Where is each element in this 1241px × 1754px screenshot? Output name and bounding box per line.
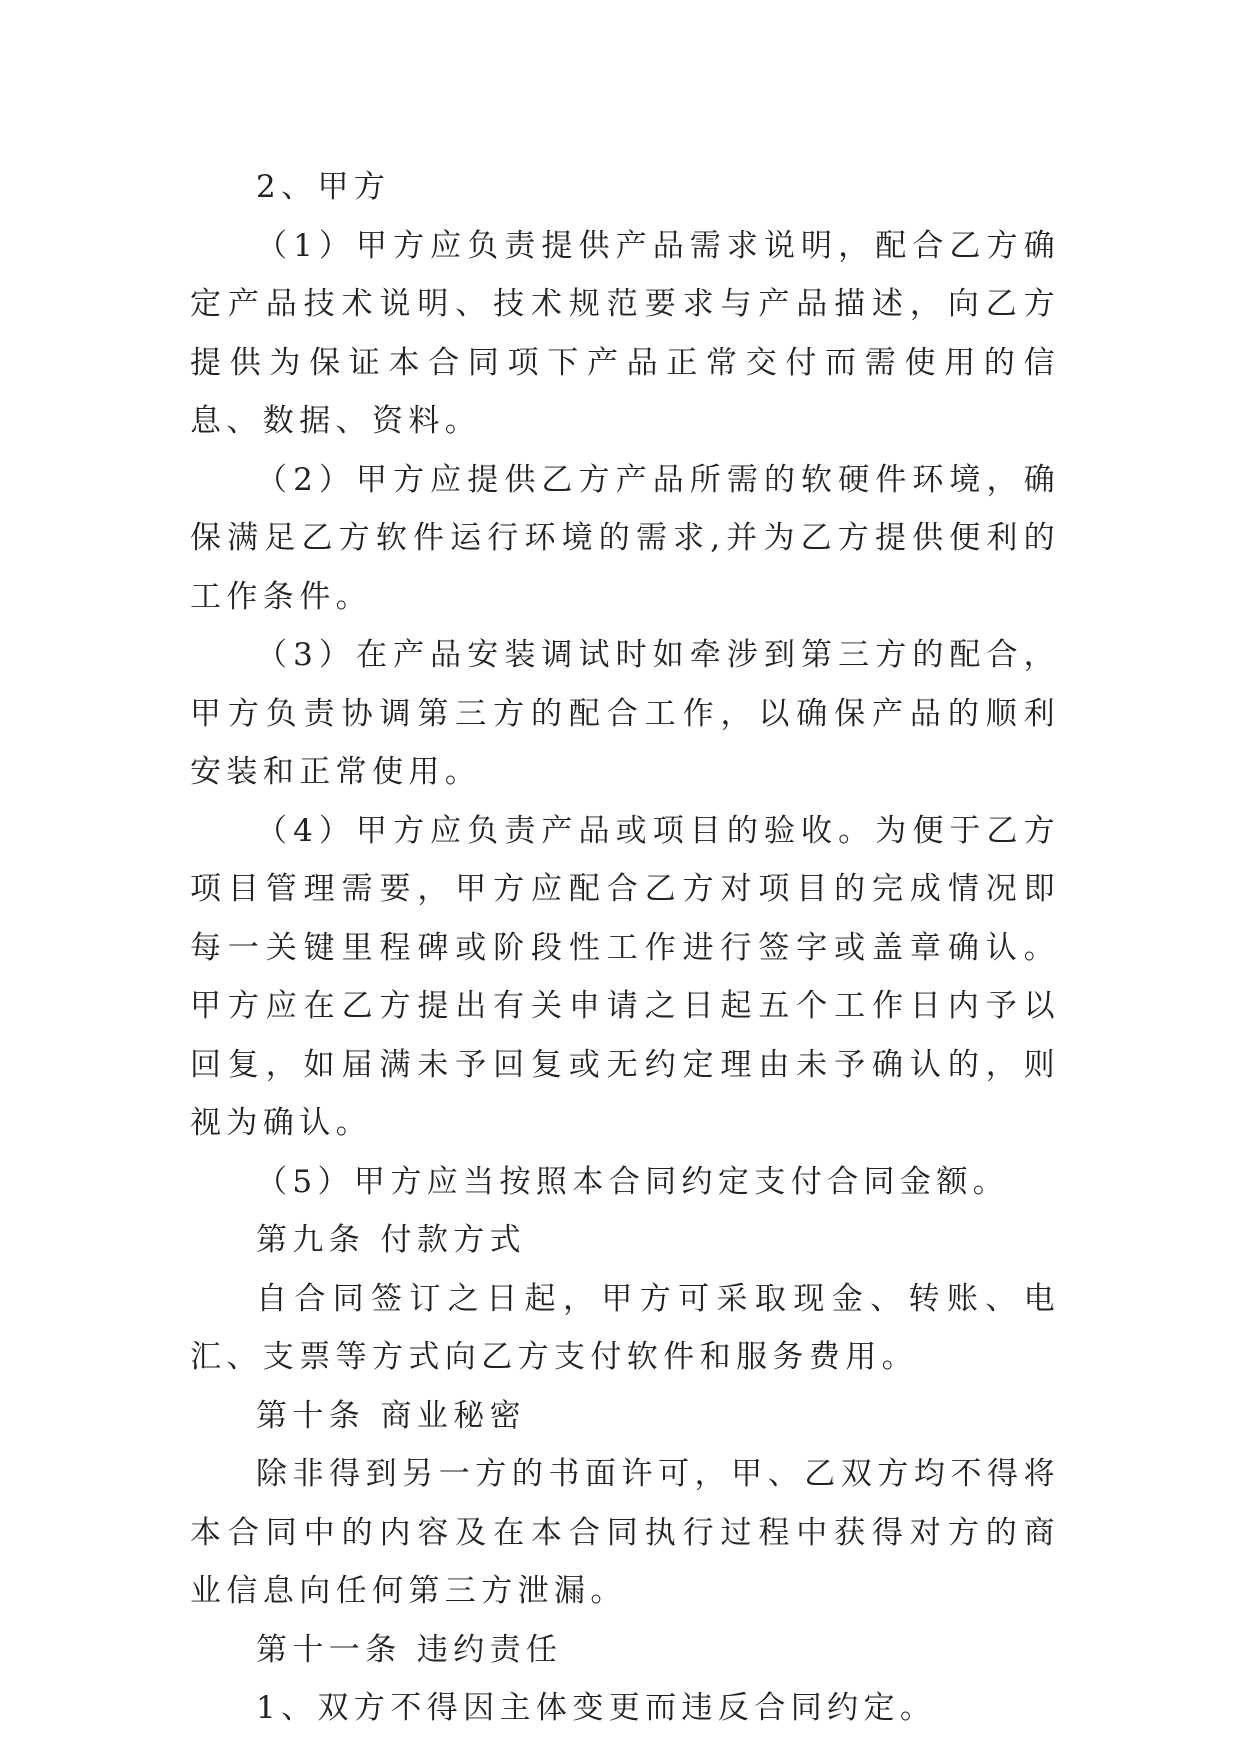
article-10-body: 除非得到另一方的书面许可，甲、乙双方均不得将本合同中的内容及在本合同执行过程中获得对方的商业信息向任何第三方泄漏。 xyxy=(190,1456,1060,1609)
clause-item-2: （2）甲方应提供乙方产品所需的软硬件环境，确保满足乙方软件运行环境的需求,并为乙方提供便利的工作条件。 xyxy=(190,461,1060,615)
article-10-heading: 第十条 商业秘密 xyxy=(256,1397,527,1434)
article-9-body: 自合同签订之日起，甲方可采取现金、转账、电汇、支票等方式向乙方支付软件和服务费用。 xyxy=(190,1280,1060,1375)
clause-item-1: （1）甲方应负责提供产品需求说明，配合乙方确定产品技术说明、技术规范要求与产品描述，向乙方提供为保证本合同项下产品正常交付而需使用的信息、数据、资料。 xyxy=(190,227,1060,439)
article-11-item-1: 1、双方不得因主体变更而违反合同约定。 xyxy=(256,1690,937,1726)
clause-item-3: （3）在产品安装调试时如牵涉到第三方的配合，甲方负责协调第三方的配合工作，以确保产品的顺利安装和正常使用。 xyxy=(190,637,1060,790)
article-9-heading: 第九条 付款方式 xyxy=(256,1222,527,1258)
article-11-heading: 第十一条 违约责任 xyxy=(256,1631,563,1668)
section-heading-party-a: 2、甲方 xyxy=(256,169,391,205)
clause-item-5: （5）甲方应当按照本合同约定支付合同金额。 xyxy=(256,1163,1010,1200)
document-body xyxy=(190,158,1060,1738)
clause-item-4: （4）甲方应负责产品或项目的验收。为便于乙方项目管理需要，甲方应配合乙方对项目的完成情况即每一关键里程碑或阶段性工作进行签字或盖章确认。甲方应在乙方提出有关申请之日起五个工作日内予以回复，如届满未予回复或无约定理由未予确认的，则视为确认。 xyxy=(190,812,1060,1141)
